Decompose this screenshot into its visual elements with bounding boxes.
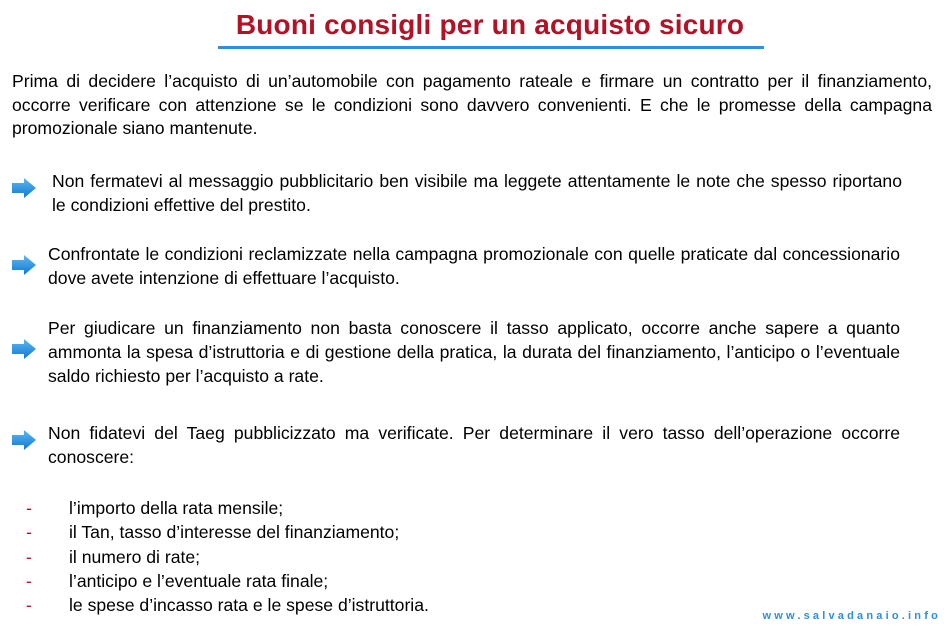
list-item-text: il Tan, tasso d’interesse del finanziamento; xyxy=(69,522,400,543)
page-title-container xyxy=(214,8,766,42)
list-item xyxy=(0,496,700,520)
list-item-text: l’importo della rata mensile; xyxy=(69,498,284,518)
page-title: Buoni consigli per un acquisto sicuro xyxy=(235,9,745,40)
list-dash: - xyxy=(26,546,32,567)
list-item-text: le spese d’incasso rata e le spese d’istruttoria. xyxy=(69,595,429,616)
arrow-right-icon xyxy=(11,254,37,276)
list-item xyxy=(0,545,700,569)
arrow-right-icon xyxy=(11,429,37,451)
list-dash: - xyxy=(26,522,32,543)
list-dash: - xyxy=(26,498,32,518)
list-dash: - xyxy=(26,595,32,616)
list-dash: - xyxy=(26,570,32,591)
list-item xyxy=(0,569,700,593)
list-item xyxy=(0,593,700,617)
advice-text: Confrontate le condizioni reclamizzate nella campagna promozionale con quelle praticate dal concessionario dove avete intenzione di effettuare l’acquisto. xyxy=(48,244,900,288)
arrow-right-icon xyxy=(11,338,37,360)
advice-text: Per giudicare un finanziamento non basta conoscere il tasso applicato, occorre anche sapere a quanto ammonta la spesa d’istruttoria e di gestione della pratica, la durata del finanziamento, l’anticipo o l’eventuale saldo richiesto per l’acquisto a rate. xyxy=(48,318,900,386)
advice-text: Non fermatevi al messaggio pubblicitario ben visibile ma leggete attentamente le note che spesso riportano le condizioni effettive del prestito. xyxy=(52,171,902,215)
advice-text: Non fidatevi del Taeg pubblicizzato ma verificate. Per determinare il vero tasso dell’operazione occorre conoscere: xyxy=(48,423,900,467)
title-underline xyxy=(218,46,764,49)
intro-paragraph: Prima di decidere l’acquisto di un’automobile con pagamento rateale e firmare un contratto per il finanziamento, occorre verificare con attenzione se le condizioni sono davvero convenienti. E che le promesse della campagna promozionale siano mantenute. xyxy=(12,71,932,138)
list-item xyxy=(0,520,700,544)
list-item-text: il numero di rate; xyxy=(69,546,201,567)
arrow-right-icon xyxy=(11,177,37,199)
footer-website: www.salvadanaio.info xyxy=(762,610,941,622)
list-item-text: l’anticipo e l’eventuale rata finale; xyxy=(69,570,329,591)
requirements-list xyxy=(0,496,700,617)
